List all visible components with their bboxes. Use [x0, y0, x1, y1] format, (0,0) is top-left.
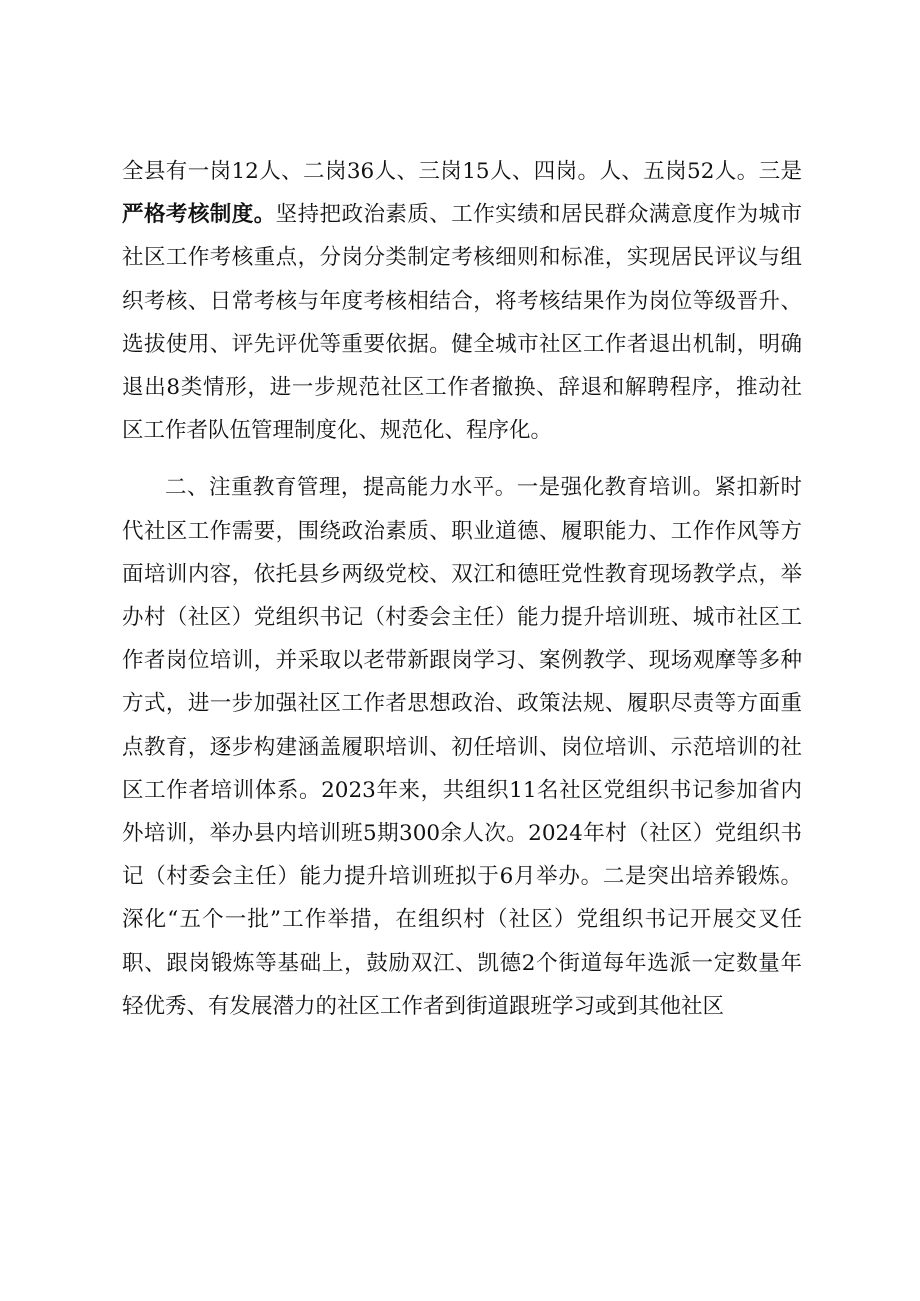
- paragraph-text: 全县有一岗12人、二岗36人、三岗15人、四岗。人、五岗52人。三是: [122, 159, 802, 184]
- paragraph-education: [122, 466, 802, 1028]
- subheading-inline: 严格考核制度。: [122, 202, 276, 228]
- paragraph-assessment: [122, 150, 802, 452]
- paragraph-text: 深化“五个一批”工作举措，在组织村（社区）党组织书记开展交叉任职、跟岗锻炼等基础上，鼓励双江、凯德2个街道每年选派一定数量年轻优秀、有发展潜力的社区工作者到街道跟班学习或到其他社区: [122, 907, 802, 1019]
- paragraph-text: 坚持把政治素质、工作实绩和居民群众满意度作为城市社区工作考核重点，分岗分类制定考核细则和标准，实现居民评议与组织考核、日常考核与年度考核相结合，将考核结果作为岗位等级晋升、选拔使用、评先评优等重要依据。健全城市社区工作者退出机制，明确退出8类情形，进一步规范社区工作者撤换、辞退和解聘程序，推动社区工作者队伍管理制度化、规范化、程序化。: [122, 202, 802, 444]
- paragraph-text: 紧扣新时代社区工作需要，围绕政治素质、职业道德、履职能力、工作作风等方面培训内容，依托县乡两级党校、双江和德旺党性教育现场教学点，举办村（社区）党组织书记（村委会主任）能力提升培训班、城市社区工作者岗位培训，并采取以老带新跟岗学习、案例教学、现场观摩等多种方式，进一步加强社区工作者思想政治、政策法规、履职尽责等方面重点教育，逐步构建涵盖履职培训、初任培训、岗位培训、示范培训的社区工作者培训体系。2023年来，共组织11名社区党组织书记参加省内外培训，举办县内培训班5期300余人次。2024年村（社区）党组织书记（村委会主任）能力提升培训班拟于6月举办。: [122, 475, 802, 890]
- document-body: [122, 150, 802, 1028]
- section-heading: 二、注重教育管理，提高能力水平。: [165, 475, 517, 501]
- subheading-inline: 一是强化教育培训。: [516, 475, 715, 501]
- subheading-inline: 二是突出培养锻炼。: [602, 864, 802, 890]
